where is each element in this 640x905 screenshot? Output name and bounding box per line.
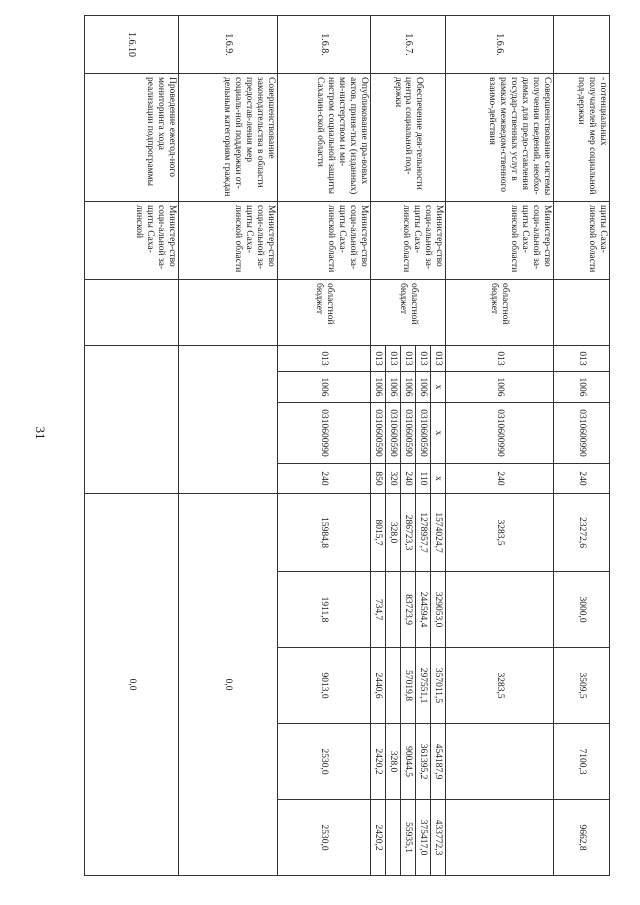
expense-type-code: 240 xyxy=(278,464,371,494)
year3-value: 361395,2 xyxy=(416,724,431,800)
year1-value: 83723,9 xyxy=(401,572,416,648)
expense-type-code: 110 xyxy=(416,464,431,494)
total-value: 0,0 xyxy=(179,494,278,876)
code-cells-merged xyxy=(179,346,278,494)
table-row xyxy=(554,16,610,876)
year3-value: 2420,2 xyxy=(371,724,386,800)
year4-value: 9662,8 xyxy=(554,800,610,876)
year1-value: 734,7 xyxy=(371,572,386,648)
year4-value: 2420,2 xyxy=(371,800,386,876)
section-code: 1006 xyxy=(416,372,431,403)
grbs-code: 013 xyxy=(416,346,431,372)
year1-value: 244594,4 xyxy=(416,572,431,648)
section-code: 1006 xyxy=(278,372,371,403)
target-article-code: 0310600990 xyxy=(446,403,554,464)
funding-source xyxy=(554,280,610,346)
target-article-code: 0310600590 xyxy=(401,403,416,464)
table-row xyxy=(431,16,446,876)
grbs-code: 013 xyxy=(554,346,610,372)
total-value: 0,0 xyxy=(85,494,179,876)
grbs-code: 013 xyxy=(278,346,371,372)
year3-value: 2530,0 xyxy=(278,724,371,800)
target-article-code: 0310600990 xyxy=(554,403,610,464)
rotated-table-container xyxy=(85,15,610,875)
grbs-code: 013 xyxy=(371,346,386,372)
total-value: 1574024,7 xyxy=(431,494,446,572)
grbs-code: 013 xyxy=(431,346,446,372)
section-code: х xyxy=(431,372,446,403)
program-budget-table xyxy=(84,15,610,876)
measure-name: Опубликование пра-вовых актов, приня-тых (изданных) ми-нистерством и ми-нистром социальной защиты Сахалин-ской области xyxy=(278,74,371,202)
year3-value: 454187,9 xyxy=(431,724,446,800)
table-row xyxy=(446,16,554,876)
table-row xyxy=(85,16,179,876)
year4-value xyxy=(446,800,554,876)
row-number: 1.6.8. xyxy=(278,16,371,74)
total-value: 23272,6 xyxy=(554,494,610,572)
year2-value: 357011,5 xyxy=(431,648,446,724)
total-value: 15984,8 xyxy=(278,494,371,572)
year4-value: 55935,1 xyxy=(401,800,416,876)
section-code: 1006 xyxy=(371,372,386,403)
year2-value: 297551,1 xyxy=(416,648,431,724)
target-article-code: 0310600590 xyxy=(371,403,386,464)
measure-name: Совершенствование системы получения сведений, необхо-димых для предо-ставления государ-ственных услуг в рамках межведом-ственного взаимо-действия xyxy=(446,74,554,202)
page-number: 31 xyxy=(33,426,48,440)
measure-name: - потенциальных получателей мер социальной под-держки xyxy=(554,74,610,202)
funding-source xyxy=(85,280,179,346)
target-article-code: 0310600590 xyxy=(416,403,431,464)
measure-name: Совершенствование законодательства в области предостав-ления мер социаль-ной поддержки от-дельным категориям граждан xyxy=(179,74,278,202)
year2-value: 3509,5 xyxy=(554,648,610,724)
year2-value: 3283,5 xyxy=(446,648,554,724)
year4-value: 2530,0 xyxy=(278,800,371,876)
executor: Министер-ство соци-альной за-щиты Саха-линской области xyxy=(278,202,371,280)
year3-value: 90044,5 xyxy=(401,724,416,800)
expense-type-code: 850 xyxy=(371,464,386,494)
year1-value xyxy=(446,572,554,648)
expense-type-code: 240 xyxy=(446,464,554,494)
section-code: 1006 xyxy=(554,372,610,403)
year2-value: 57019,8 xyxy=(401,648,416,724)
executor: Министер-ство соци-альной за-щиты Саха-линской области xyxy=(179,202,278,280)
funding-source: областной бюджет xyxy=(371,280,446,346)
expense-type-code: х xyxy=(431,464,446,494)
expense-type-code: 240 xyxy=(401,464,416,494)
total-value: 328,0 xyxy=(386,494,401,572)
year3-value xyxy=(446,724,554,800)
row-number: 1.6.6. xyxy=(446,16,554,74)
year1-value: 3000,0 xyxy=(554,572,610,648)
funding-source xyxy=(179,280,278,346)
executor: Министер-ство соци-альной за-щиты Саха-линской xyxy=(85,202,179,280)
expense-type-code: 320 xyxy=(386,464,401,494)
total-value: 1278957,7 xyxy=(416,494,431,572)
total-value: 8015,7 xyxy=(371,494,386,572)
executor: Министер-ство соци-альной за-щиты Саха-линской области xyxy=(371,202,446,280)
year2-value: 2440,6 xyxy=(371,648,386,724)
year4-value: 375417,0 xyxy=(416,800,431,876)
row-number xyxy=(554,16,610,74)
year4-value: 433772,3 xyxy=(431,800,446,876)
measure-name: Проведение ежегод-ного мониторинга хода реализации подпрограммы xyxy=(85,74,179,202)
table-row xyxy=(278,16,371,876)
section-code: 1006 xyxy=(386,372,401,403)
executor: щиты Саха-линской области xyxy=(554,202,610,280)
code-cells-merged xyxy=(85,346,179,494)
grbs-code: 013 xyxy=(446,346,554,372)
table-row xyxy=(179,16,278,876)
year1-value: 1911,8 xyxy=(278,572,371,648)
target-article-code: х xyxy=(431,403,446,464)
executor: Министер-ство соци-альной за-щиты Саха-линской области xyxy=(446,202,554,280)
row-number: 1.6.10 xyxy=(85,16,179,74)
row-number: 1.6.7. xyxy=(371,16,446,74)
row-number: 1.6.9. xyxy=(179,16,278,74)
total-value: 3283,5 xyxy=(446,494,554,572)
table-sheet xyxy=(85,15,610,875)
target-article-code: 0310600590 xyxy=(386,403,401,464)
target-article-code: 0310600990 xyxy=(278,403,371,464)
measure-name: Обеспечение дея-тельности центра социальной под-держки xyxy=(371,74,446,202)
section-code: 1006 xyxy=(446,372,554,403)
year2-value xyxy=(386,648,401,724)
funding-source: областной бюджет xyxy=(278,280,371,346)
funding-source: областной бюджет xyxy=(446,280,554,346)
grbs-code: 013 xyxy=(386,346,401,372)
section-code: 1006 xyxy=(401,372,416,403)
total-value: 286723,3 xyxy=(401,494,416,572)
year1-value: 329053,0 xyxy=(431,572,446,648)
year4-value xyxy=(386,800,401,876)
year3-value: 328,0 xyxy=(386,724,401,800)
year1-value xyxy=(386,572,401,648)
expense-type-code: 240 xyxy=(554,464,610,494)
year3-value: 7100,3 xyxy=(554,724,610,800)
year2-value: 9013,0 xyxy=(278,648,371,724)
grbs-code: 013 xyxy=(401,346,416,372)
